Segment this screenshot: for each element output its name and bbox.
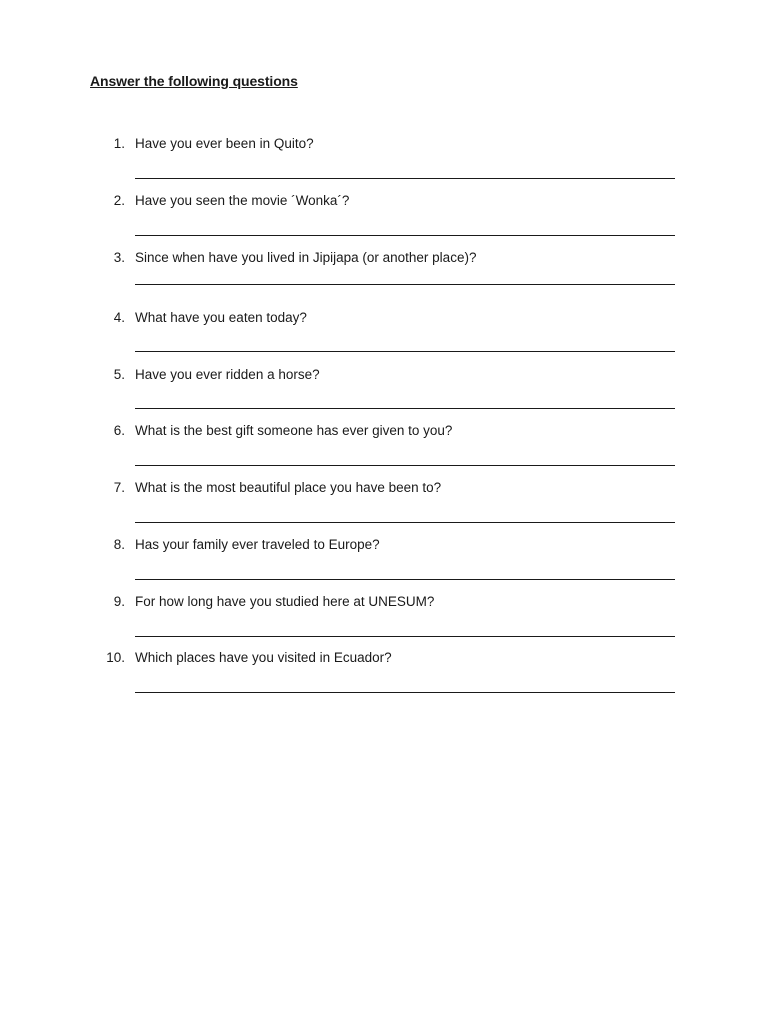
question-item (0, 423, 768, 475)
answer-line[interactable] (135, 408, 675, 409)
question-text: Which places have you visited in Ecuador? (135, 650, 392, 665)
question-item (0, 594, 768, 646)
question-text: Have you ever ridden a horse? (135, 367, 320, 382)
answer-line[interactable] (135, 579, 675, 580)
answer-line[interactable] (135, 522, 675, 523)
question-item (0, 537, 768, 589)
question-number: 7. (113, 480, 125, 495)
question-number: 10. (106, 650, 125, 665)
question-item (0, 367, 768, 419)
question-item (0, 310, 768, 362)
question-item (0, 136, 768, 188)
question-text: Have you seen the movie ´Wonka´? (135, 193, 350, 208)
question-text: What is the best gift someone has ever given to you? (135, 423, 453, 438)
question-item (0, 650, 768, 702)
answer-line[interactable] (135, 636, 675, 637)
question-text: What have you eaten today? (135, 310, 307, 325)
question-number: 1. (113, 136, 125, 151)
question-text: What is the most beautiful place you have been to? (135, 480, 442, 495)
question-text: Since when have you lived in Jipijapa (or another place)? (135, 250, 477, 265)
question-number: 5. (113, 367, 125, 382)
question-item (0, 480, 768, 532)
question-number: 6. (113, 423, 125, 438)
answer-line[interactable] (135, 465, 675, 466)
question-item (0, 250, 768, 302)
worksheet-title: Answer the following questions (90, 73, 298, 89)
answer-line[interactable] (135, 235, 675, 236)
answer-line[interactable] (135, 351, 675, 352)
question-number: 9. (113, 594, 125, 609)
question-text: Have you ever been in Quito? (135, 136, 314, 151)
question-number: 8. (113, 537, 125, 552)
answer-line[interactable] (135, 284, 675, 285)
answer-line[interactable] (135, 692, 675, 693)
question-item (0, 193, 768, 245)
question-number: 4. (113, 310, 125, 325)
question-number: 3. (113, 250, 125, 265)
question-text: For how long have you studied here at UNESUM? (135, 594, 435, 609)
question-text: Has your family ever traveled to Europe? (135, 537, 380, 552)
answer-line[interactable] (135, 178, 675, 179)
question-number: 2. (113, 193, 125, 208)
